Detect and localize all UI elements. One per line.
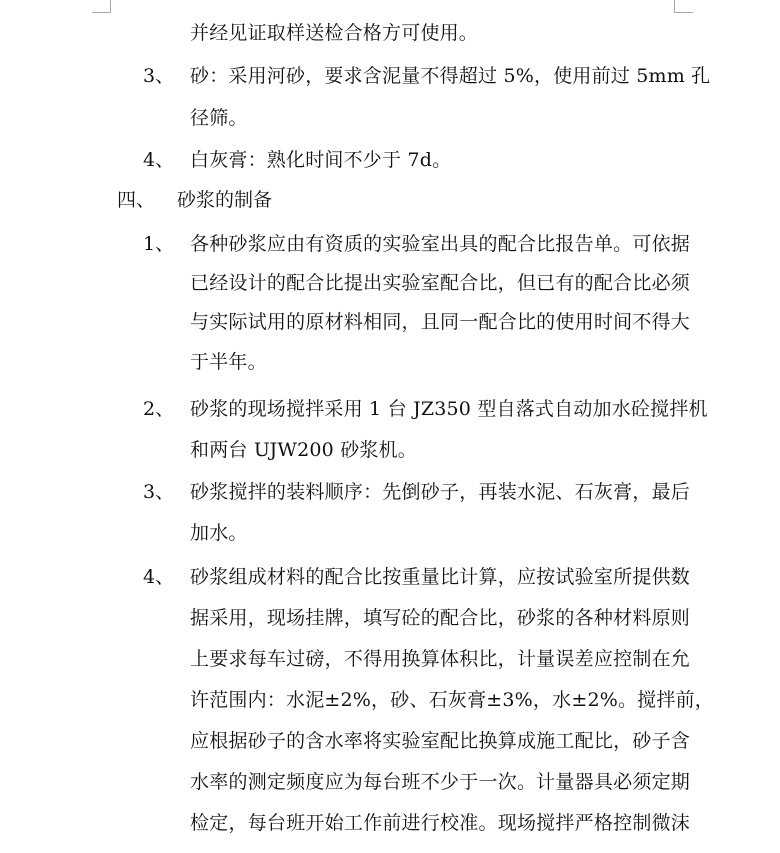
paragraph-line: 白灰膏：熟化时间不少于 7d。 bbox=[190, 149, 452, 171]
paragraph-line: 径筛。 bbox=[190, 107, 248, 129]
section-number: 四、 bbox=[117, 189, 156, 211]
paragraph-line: 并经见证取样送检合格方可使用。 bbox=[190, 22, 479, 44]
paragraph-line: 许范围内：水泥±2%，砂、石灰膏±3%，水±2%。搅拌前， bbox=[190, 689, 714, 711]
list-number: 1、 bbox=[143, 233, 175, 255]
list-number: 4、 bbox=[143, 149, 175, 171]
paragraph-line: 应根据砂子的含水率将实验室配比换算成施工配比，砂子含 bbox=[190, 730, 690, 752]
paragraph-line: 上要求每车过磅，不得用换算体积比，计量误差应控制在允 bbox=[190, 648, 690, 670]
paragraph-line: 检定，每台班开始工作前进行校准。现场搅拌严格控制微沫 bbox=[190, 812, 690, 834]
paragraph-line: 砂浆的现场搅拌采用 1 台 JZ350 型自落式自动加水砼搅拌机 bbox=[190, 398, 708, 420]
paragraph-line: 砂浆组成材料的配合比按重量比计算，应按试验室所提供数 bbox=[190, 566, 690, 588]
section-heading bbox=[117, 188, 272, 212]
paragraph-line: 与实际试用的原材料相同，且同一配合比的使用时间不得大 bbox=[190, 311, 690, 333]
paragraph-line: 于半年。 bbox=[190, 351, 267, 373]
paragraph-line: 水率的测定频度应为每台班不少于一次。计量器具必须定期 bbox=[190, 771, 690, 793]
paragraph-line: 加水。 bbox=[190, 522, 248, 544]
list-number: 4、 bbox=[143, 566, 175, 588]
paragraph-line: 砂：采用河砂，要求含泥量不得超过 5%，使用前过 5mm 孔 bbox=[190, 65, 711, 87]
page-corner-mark-left bbox=[92, 0, 111, 13]
paragraph-line: 砂浆搅拌的装料顺序：先倒砂子，再装水泥、石灰膏，最后 bbox=[190, 481, 690, 503]
paragraph-line: 各种砂浆应由有资质的实验室出具的配合比报告单。可依据 bbox=[190, 233, 690, 255]
list-number: 2、 bbox=[143, 398, 175, 420]
list-number: 3、 bbox=[143, 65, 175, 87]
section-title: 砂浆的制备 bbox=[177, 189, 273, 211]
paragraph-line: 和两台 UJW200 砂浆机。 bbox=[190, 439, 417, 461]
paragraph-line: 据采用，现场挂牌，填写砼的配合比，砂浆的各种材料原则 bbox=[190, 607, 690, 629]
page-corner-mark-right bbox=[674, 0, 693, 13]
paragraph-line: 已经设计的配合比提出实验室配合比，但已有的配合比必须 bbox=[190, 272, 690, 294]
list-number: 3、 bbox=[143, 481, 175, 503]
